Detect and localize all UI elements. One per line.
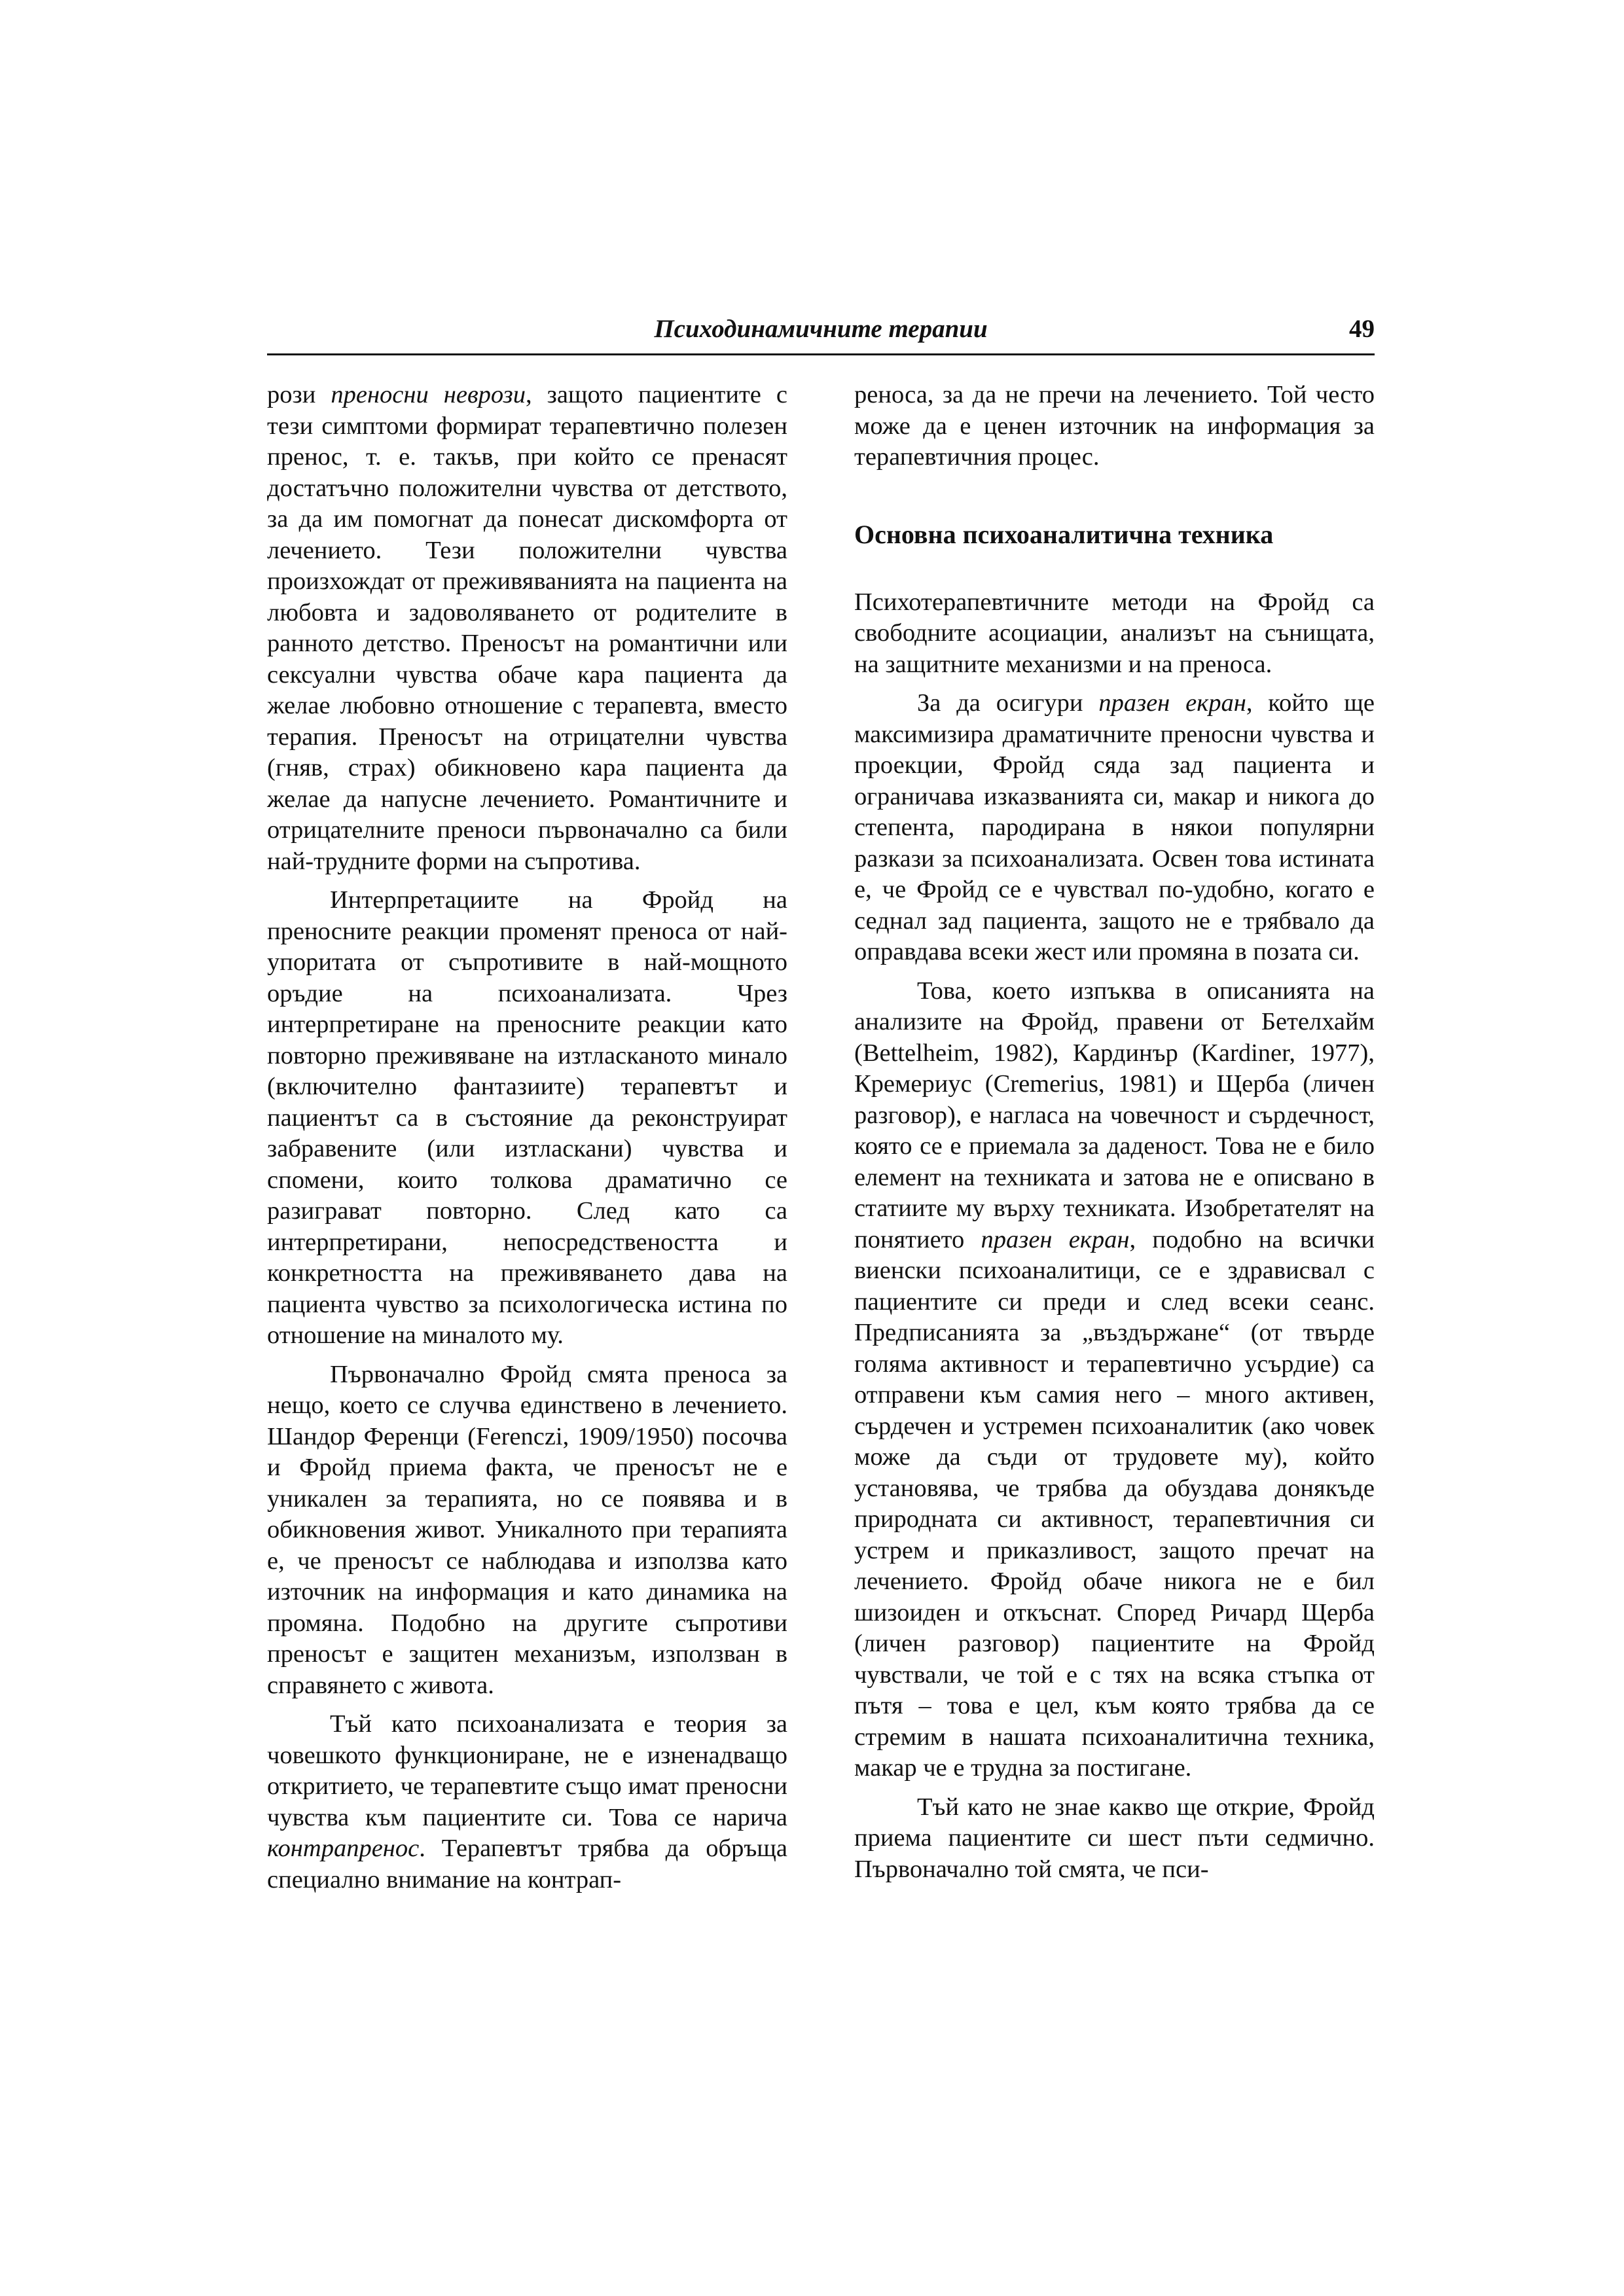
paragraph-ferenczi: Първоначално Фройд смята преноса за нещо, което се случва единствено в лечението. Шандор Ференци (Ferenczi, 1909/1950) посочва и Фройд приема факта, че преносът не е уникален за терапията, но се появява и в обикновения живот. Уникалното при терапията е, че преносът се наблюдава и използва като източник на информация и като динамика на промяна. Подобно на другите съпротиви преносът е защитен механизъм, използван в справянето с живота. <box>267 1360 787 1699</box>
page-number: 49 <box>1349 315 1375 343</box>
text-run: За да осигури <box>917 689 1099 717</box>
text-run: Това, което изпъква в описанията на анализите на Фройд, правени от Бетелхайм (Bettelheim, 1982), Кардинър (Kardiner, 1977), Кремериус (Cremerius, 1981) и Щерба (личен разговор), е нагласа на човечност и сърдечност, която се е приемала за даденост. Това не е било елемент на техниката и затова не е описвано в статиите му върху техниката. Изобретателят на понятието <box>854 977 1375 1253</box>
term-blank-screen: празен екран <box>1098 689 1246 717</box>
term-countertransference: контрапренос <box>267 1835 420 1862</box>
text-run: , защото пациентите с тези симптоми формират терапевтично полезен пренос, т. е. такъв, при който се пренасят достатъчно положителни чувства от детството, за да им помогнат да понесат дискомфорта от лечението. Тези положителни чувства произхождат от преживяванията на пациента на любовта и задоволяването от родителите в ранното детство. Преносът на романтични или сексуални чувства обаче кара пациента да желае любовно отношение с терапевта, вместо терапия. Преносът на отрицателни чувства (гняв, страх) обикновено кара пациента да желае да напусне лечението. Романтичните и отрицателните преноси първоначално са били най-трудните форми на съпротива. <box>267 381 787 875</box>
paragraph-interpretations: Интерпретациите на Фройд на преносните реакции променят преноса от най-упоритата от съпротивите в най-мощното оръдие на психоанализата. Чрез интерпретиране на преносните реакции като повторно преживяване на изтласканото минало (включително фантазиите) терапевтът и пациентът са в състояние да реконструират забравените (или изтласкани) чувства и спомени, които толкова драматично се разиграват повторно. След като са интерпретирани, непосредствеността и конкретността на преживяването дава на пациента чувство за психологическа истина по отношение на миналото му. <box>267 886 787 1349</box>
running-title: Психодинамичните терапии <box>654 315 988 343</box>
book-page <box>267 313 1375 1893</box>
paragraph-countertransference <box>267 1709 787 1895</box>
text-run: , който ще максимизира драматичните преносни чувства и проекции, Фройд сяда зад пациента и ограничава изказванията си, макар и никога до степента, пародирана в някои популярни разкази за психоанализата. Освен това истината е, че Фройд се е чувствал по-удобно, когато е седнал зад пациента, защото не е трябвало да оправдава всеки жест или промяна в позата си. <box>854 689 1375 965</box>
term-blank-screen: празен екран <box>981 1225 1130 1253</box>
running-header <box>267 313 1375 355</box>
paragraph-methods: Психотерапевтичните методи на Фройд са свободните асоциации, анализът на сънищата, на защитните механизми и на преноса. <box>854 588 1375 678</box>
paragraph-freud-analyses <box>854 976 1375 1784</box>
paragraph-continuation: реноса, за да не пречи на лечението. Той често може да е ценен източник на информация за терапевтичния процес. <box>854 381 1375 471</box>
right-column <box>854 380 1375 1893</box>
text-run: . Терапевтът трябва да обръща специално внимание на контрап- <box>267 1835 787 1893</box>
text-run: рози <box>267 381 331 408</box>
paragraph-transference-neuroses <box>267 380 787 877</box>
term-transference-neuroses: преносни неврози <box>331 381 526 408</box>
paragraph-blank-screen <box>854 688 1375 968</box>
text-run: Тъй като психоанализата е теория за човешкото функциониране, не е изненадващо откритието, че терапевтите също имат преносни чувства към пациентите си. Това се нарича <box>267 1710 787 1831</box>
text-run: , подобно на всички виенски психоаналитици, се е здрависвал с пациентите си преди и след всеки сеанс. Предписанията за „въздържане“ (от твърде голяма активност и терапевтично усърдие) са отправени към самия него – много активен, сърдечен и устремен психоаналитик (ако човек може да съди от трудовете му), който установява, че трябва да обуздава донякъде природната си активност, терапевтичния си устрем и приказливост, защото пречат на лечението. Фройд обаче никога не е бил шизоиден и откъснат. Според Ричард Щерба (личен разговор) пациентите на Фройд чувствали, че той е с тях на всяка стъпка от пътя – това е цел, към която трябва да се стремим в нашата психоаналитична техника, макар че е трудна за постигане. <box>854 1225 1375 1782</box>
left-column <box>267 380 787 1903</box>
section-heading: Основна психоаналитична техника <box>854 519 1274 549</box>
paragraph-six-times-weekly: Тъй като не знае какво ще открие, Фройд приема пациентите си шест пъти седмично. Първоначално той смята, че пси- <box>854 1793 1375 1883</box>
